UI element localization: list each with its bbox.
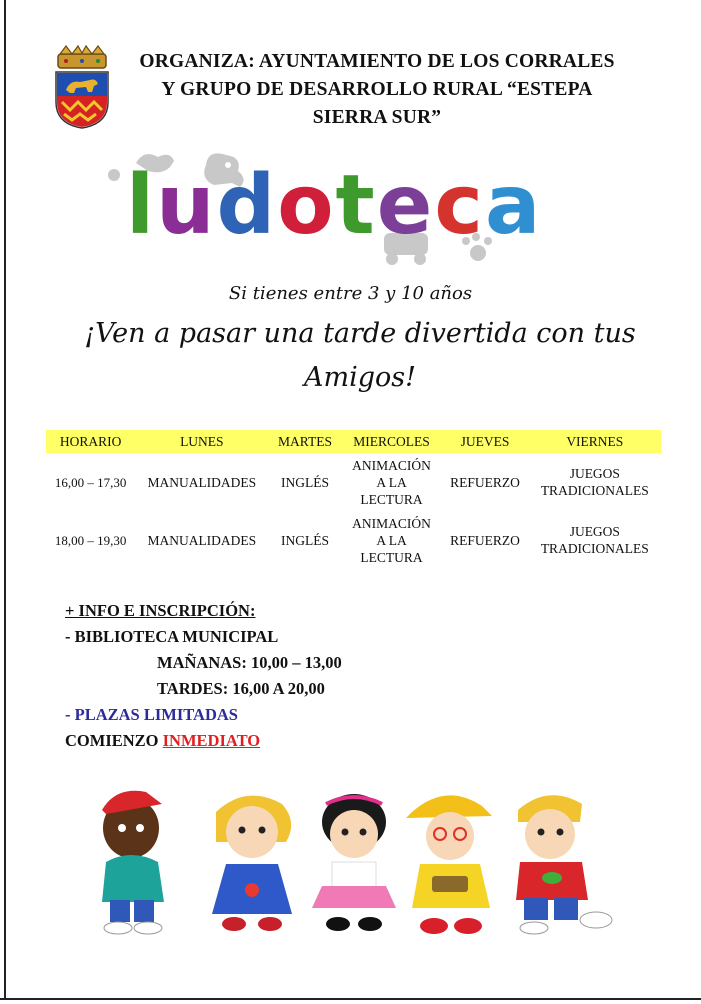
col-header-martes: MARTES xyxy=(268,430,341,453)
svg-text:ludoteca xyxy=(126,158,542,253)
logo-letter: e xyxy=(376,158,435,253)
cell-time: 18,00 – 19,30 xyxy=(54,532,127,548)
cell-line: A LA xyxy=(376,474,407,490)
invitation-line-2: Amigos! xyxy=(304,362,416,393)
col-header-jueves: JUEVES xyxy=(441,430,528,453)
kid-yellow-hat-icon xyxy=(406,795,492,934)
age-tagline: Si tienes entre 3 y 10 años xyxy=(228,283,473,304)
col-header-miercoles: MIERCOLES xyxy=(342,430,442,453)
col-header-lunes: LUNES xyxy=(135,430,268,453)
info-afternoons: TARDES: 16,00 A 20,00 xyxy=(157,679,325,698)
cell-martes: INGLÉS xyxy=(281,474,330,490)
cell-line: TRADICIONALES xyxy=(540,483,649,498)
logo-letter: l xyxy=(126,158,157,253)
cell-line: A LA xyxy=(376,532,407,548)
cell-jueves: REFUERZO xyxy=(450,474,520,490)
cell-line: LECTURA xyxy=(360,549,423,565)
cell-line: LECTURA xyxy=(360,491,423,507)
cell-viernes xyxy=(529,453,661,511)
start-label: COMIENZO xyxy=(65,731,159,750)
kid-red-shirt-icon xyxy=(516,795,612,934)
schedule-header-row xyxy=(46,430,661,453)
page-border-bottom xyxy=(0,998,701,1000)
start-line xyxy=(65,728,342,754)
header-line-2: Y GRUPO DE DESARROLLO RURAL “ESTEPA xyxy=(161,79,593,100)
cell-line: ANIMACIÓN xyxy=(352,457,431,473)
invitation-text xyxy=(60,312,660,400)
logo-letter: c xyxy=(434,158,485,253)
cell-line: JUEGOS xyxy=(569,524,620,539)
header-line-3: SIERRA SUR” xyxy=(312,107,442,128)
logo-letter: u xyxy=(156,158,217,253)
limited-places-notice: - PLAZAS LIMITADAS xyxy=(65,705,238,724)
invitation-line-1: ¡Ven a pasar una tarde divertida con tus xyxy=(84,318,636,349)
page-border-left xyxy=(4,0,6,998)
cell-martes: INGLÉS xyxy=(281,532,330,548)
cell-miercoles xyxy=(342,511,442,569)
cell-line: JUEGOS xyxy=(569,466,620,481)
cell-line: ANIMACIÓN xyxy=(352,515,431,531)
cell-line: TRADICIONALES xyxy=(540,541,649,556)
logo-letter: o xyxy=(277,158,336,253)
cell-time: 16,00 – 17,30 xyxy=(54,474,127,490)
col-header-viernes: VIERNES xyxy=(529,430,661,453)
header-line-1: ORGANIZA: AYUNTAMIENTO DE LOS CORRALES xyxy=(139,51,615,72)
start-value: INMEDIATO xyxy=(162,731,261,750)
cell-jueves: REFUERZO xyxy=(450,532,520,548)
kid-pink-skirt-icon xyxy=(312,794,396,931)
children-illustration-icon xyxy=(66,782,636,942)
col-header-horario: HORARIO xyxy=(46,430,135,453)
info-title: + INFO E INSCRIPCIÓN: xyxy=(65,601,256,620)
cell-miercoles xyxy=(342,453,442,511)
table-row xyxy=(46,511,661,569)
cell-lunes: MANUALIDADES xyxy=(147,532,257,548)
table-row xyxy=(46,453,661,511)
kid-blue-dress-icon xyxy=(212,796,292,931)
info-section xyxy=(65,598,342,754)
kid-red-cap-icon xyxy=(102,791,164,934)
logo-letter: t xyxy=(335,158,377,253)
schedule-table xyxy=(46,430,661,569)
info-place: - BIBLIOTECA MUNICIPAL xyxy=(65,627,279,646)
cell-lunes: MANUALIDADES xyxy=(147,474,257,490)
logo-letter: a xyxy=(484,158,543,253)
coat-of-arms-icon xyxy=(50,44,114,130)
info-mornings: MAÑANAS: 10,00 – 13,00 xyxy=(157,653,342,672)
organizer-header xyxy=(112,48,642,132)
cell-viernes xyxy=(529,511,661,569)
ludoteca-logo xyxy=(96,145,616,275)
logo-letter: d xyxy=(216,158,278,253)
